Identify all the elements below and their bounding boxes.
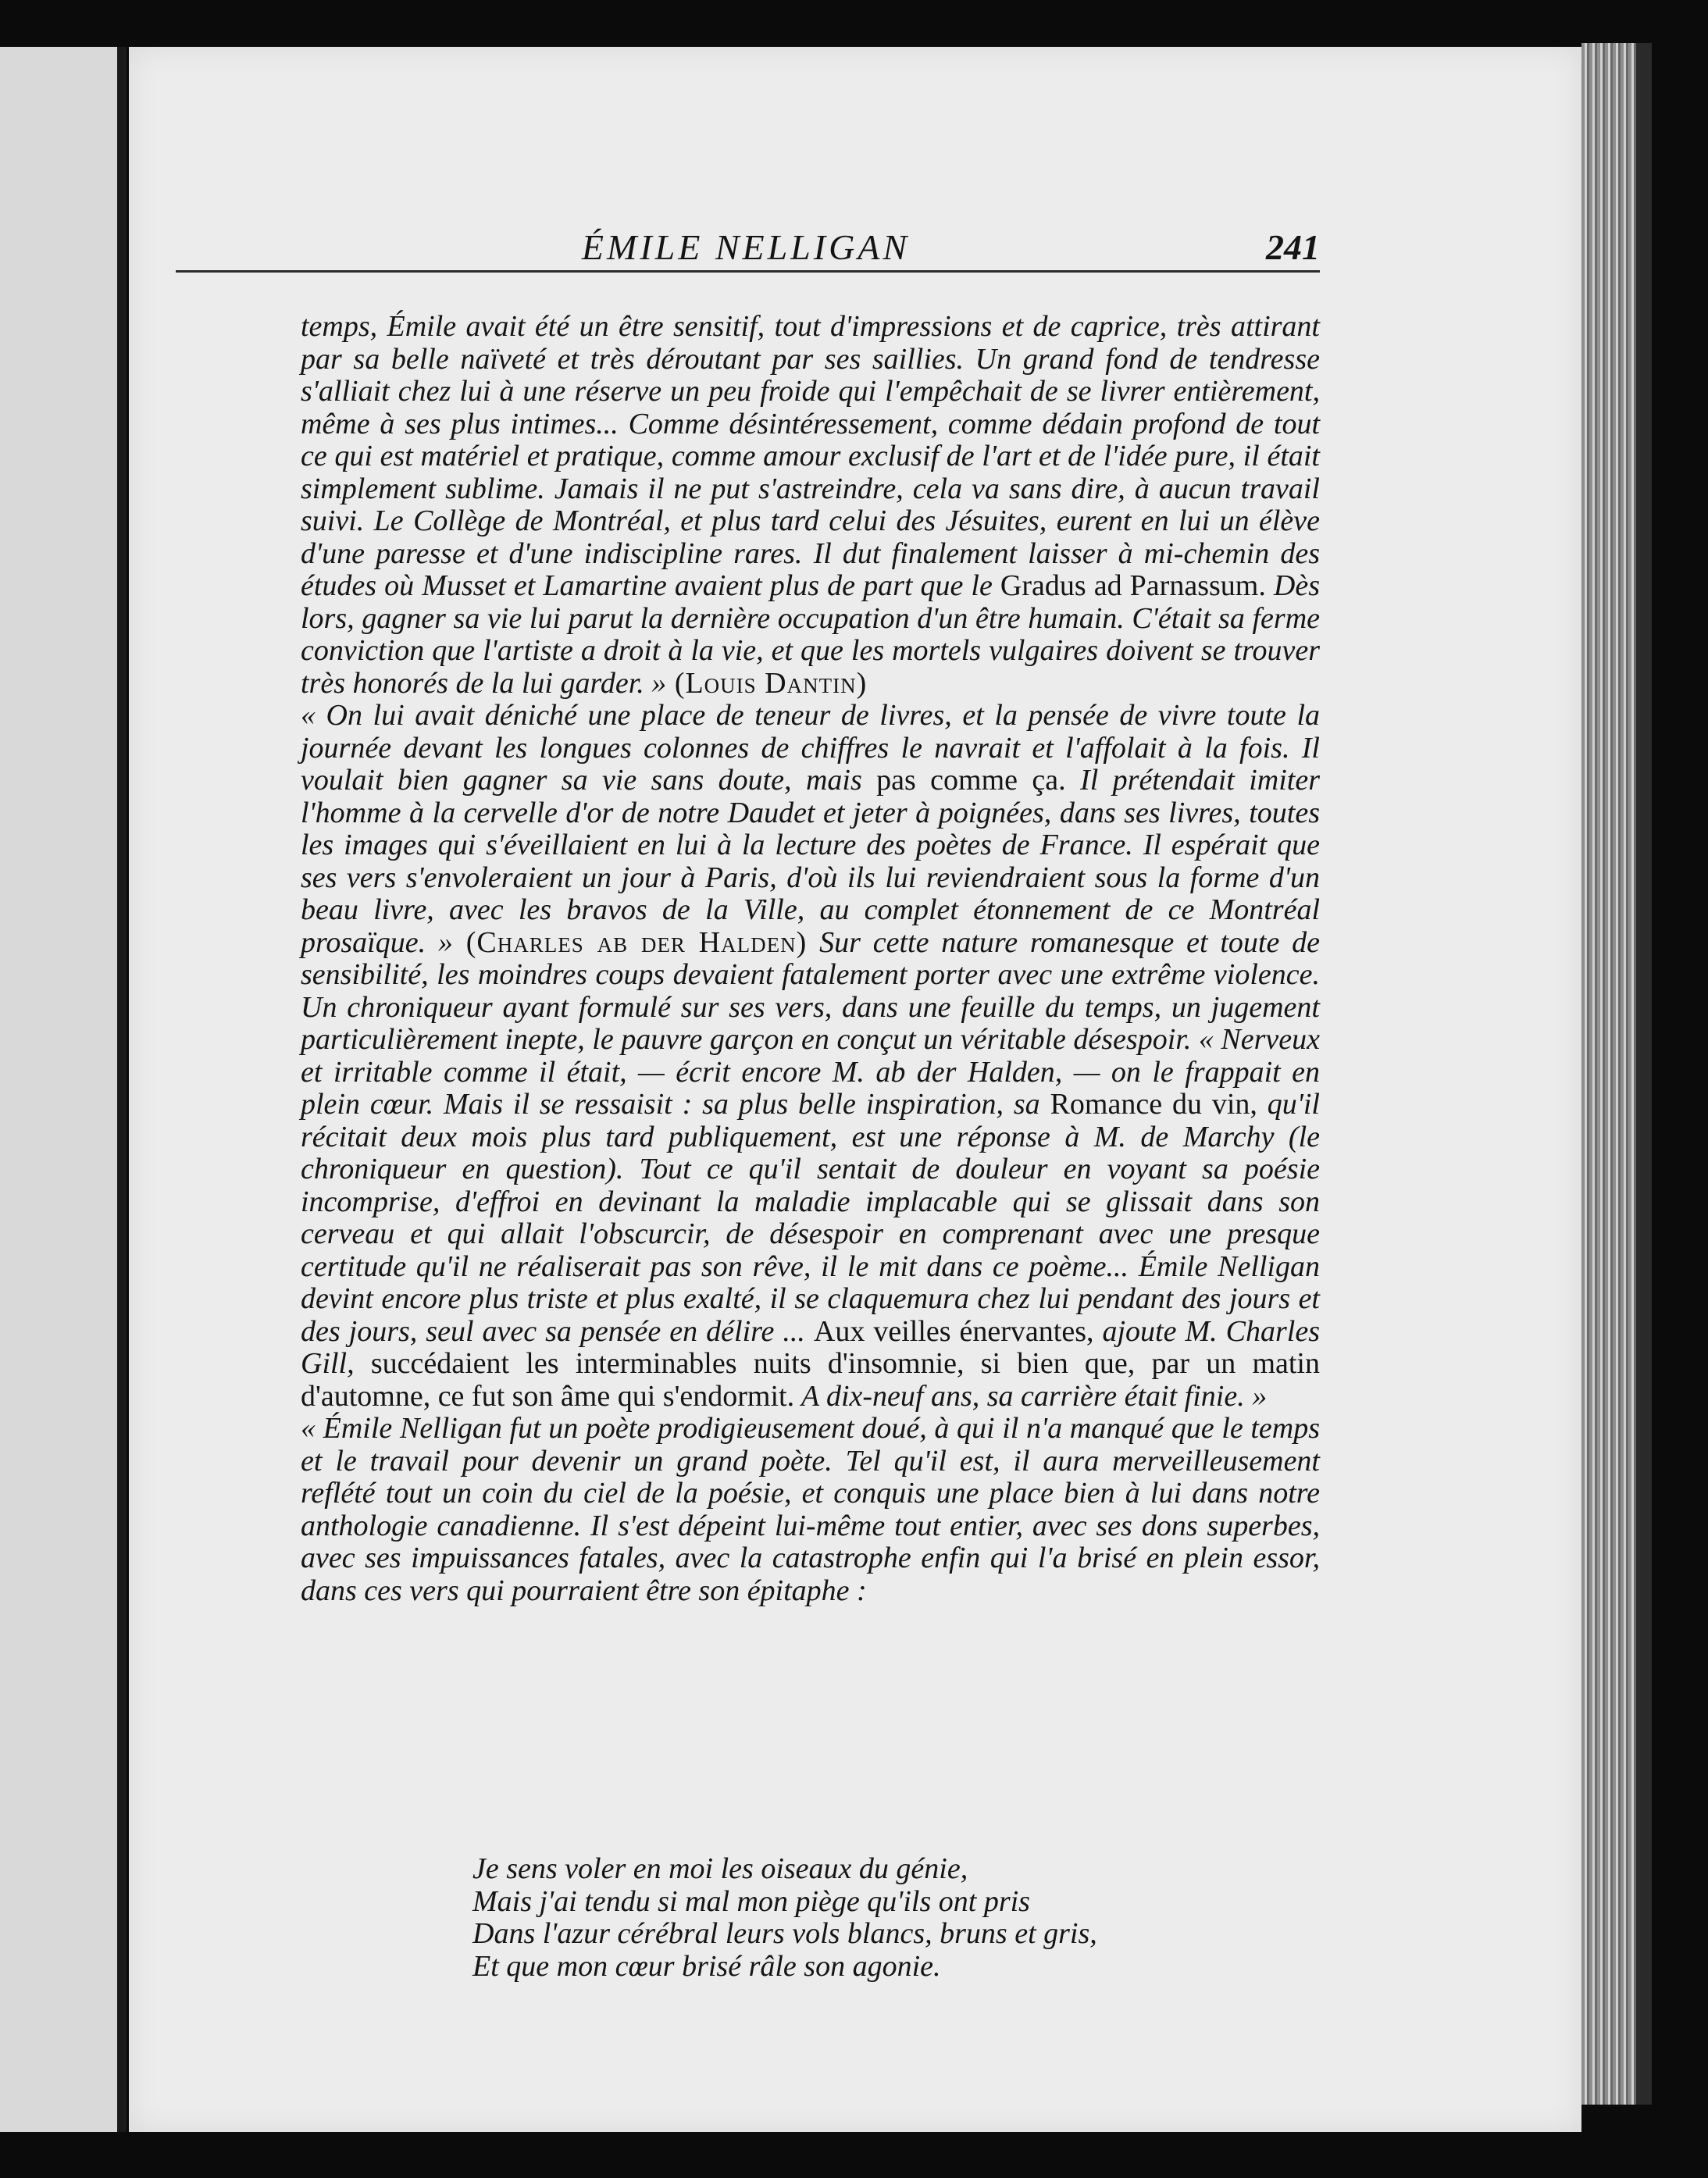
verse-line: Mais j'ai tendu si mal mon piège qu'ils ont pris bbox=[472, 1884, 1030, 1918]
p1-citation: (Louis Dantin) bbox=[666, 666, 868, 700]
p2-text-b: Il prétendait imiter l'homme à la cervelle d'or de notre Daudet et jeter à poignées, dans ses livres, toutes les images qui s'éveillaient en lui à la lecture des poètes de France. Il espérait que ses vers s'envoleraient un jour à Paris, d'où ils lui reviendraient sous la forme d'un beau livre, avec les bravos de la Ville, au complet étonnement de ce Montréal prosaïque. » bbox=[301, 764, 1321, 959]
p1-text-a: temps, Émile avait été un être sensitif, tout d'impressions et de caprice, très attirant par sa belle naïveté et très déroutant par ses saillies. Un grand fond de tendresse s'alliait chez lui à une réserve un peu froide qui l'empêchait de se livrer entièrement, même à ses plus intimes... Comme désintéressement, comme dédain profond de tout ce qui est matériel et pratique, comme amour exclusif de l'art et de l'idée pure, il était simplement sublime. Jamais il ne put s'astreindre, cela va sans dire, à aucun travail suivi. Le Collège de Montréal, et plus tard celui des Jésuites, eurent en lui un élève d'une paresse et d'une indiscipline rares. Il dut finalement laisser à mi-chemin des études où Musset et Lamartine avaient plus de part que le bbox=[301, 310, 1320, 602]
paragraph-2 bbox=[301, 700, 1320, 1413]
p2-romance-title: Romance du vin, bbox=[1050, 1088, 1257, 1121]
p2-text-c: Sur cette nature romanesque et toute de sensibilité, les moindres coups devaient fatalement porter avec une extrême violence. Un chroniqueur ayant formulé sur ses vers, dans une feuille du temps, un jugement particulièrement inepte, le pauvre garçon en conçut un véritable désespoir. « Nerveux et irritable comme il était, — écrit encore M. ab der Halden, — on le frappait en plein cœur. Mais il se ressaisit : sa plus belle inspiration, sa bbox=[301, 925, 1320, 1121]
verse-line: Et que mon cœur brisé râle son agonie. bbox=[472, 1949, 941, 1983]
verse-line: Je sens voler en moi les oiseaux du génie, bbox=[472, 1852, 968, 1885]
p2-text-e: ajoute M. Charles Gill, bbox=[301, 1314, 1320, 1380]
facing-page-edge bbox=[0, 47, 117, 2132]
verse-epitaph bbox=[472, 1853, 1097, 1983]
body-text bbox=[301, 311, 1320, 1607]
p2-roman-3: Aux veilles énervantes, bbox=[813, 1314, 1094, 1348]
verse-line: Dans l'azur cérébral leurs vols blancs, bruns et gris, bbox=[472, 1917, 1097, 1950]
paragraph-1 bbox=[301, 311, 1320, 700]
book-gutter bbox=[117, 47, 127, 2132]
page-edges-shadow bbox=[1636, 43, 1652, 2105]
page-header bbox=[172, 226, 1320, 273]
p2-text-a: « On lui avait déniché une place de teneur de livres, et la pensée de vivre toute la journée devant les longues colonnes de chiffres le navrait et l'affolait à la fois. Il voulait bien gagner sa vie sans doute, mais bbox=[301, 699, 1320, 797]
p2-citation: (Charles ab der Halden) bbox=[452, 925, 808, 959]
p3-text: « Émile Nelligan fut un poète prodigieusement doué, à qui il n'a manqué que le temps et le travail pour devenir un grand poète. Tel qu'il est, il aura merveilleusement reflété tout un coin du ciel de la poésie, et conquis une place bien à lui dans notre anthologie canadienne. Il s'est dépeint lui-même tout entier, avec ses dons superbes, avec ses impuissances fatales, avec la catastrophe enfin qui l'a brisé en plein essor, dans ces vers qui pourraient être son épitaphe : bbox=[301, 1412, 1320, 1607]
page-edges-stack bbox=[1581, 43, 1636, 2105]
paragraph-3 bbox=[301, 1413, 1320, 1607]
p2-roman-4: succédaient les interminables nuits d'insomnie, si bien que, par un matin d'automne, ce fut son âme qui s'endormit. bbox=[301, 1347, 1320, 1413]
p2-text-d: qu'il récitait deux mois plus tard publiquement, est une réponse à M. de Marchy (le chroniqueur en question). Tout ce qu'il sentait de douleur en voyant sa poésie incomprise, d'effroi en devinant la maladie implacable qui se glissait dans son cerveau et qui allait l'obscurcir, de désespoir en comprenant avec une presque certitude qu'il ne réaliserait pas son rêve, il le mit dans ce poème... Émile Nelligan devint encore plus triste et plus exalté, il se claquemura chez lui pendant des jours et des jours, seul avec sa pensée en délire ... bbox=[301, 1088, 1320, 1348]
running-title: ÉMILE NELLIGAN bbox=[581, 227, 911, 267]
header-rule bbox=[176, 270, 1320, 273]
p2-text-f: A dix-neuf ans, sa carrière était finie. » bbox=[794, 1379, 1268, 1413]
p1-gradus-title: Gradus ad Parnassum. bbox=[1000, 569, 1266, 602]
p1-text-b: Dès lors, gagner sa vie lui parut la dernière occupation d'un être humain. C'était sa ferme conviction que l'artiste a droit à la vie, et que les mortels vulgaires doivent se trouver très honorés de la lui garder. » bbox=[301, 569, 1320, 700]
p2-roman-1: pas comme ça. bbox=[876, 764, 1066, 797]
page-number: 241 bbox=[1266, 227, 1320, 267]
